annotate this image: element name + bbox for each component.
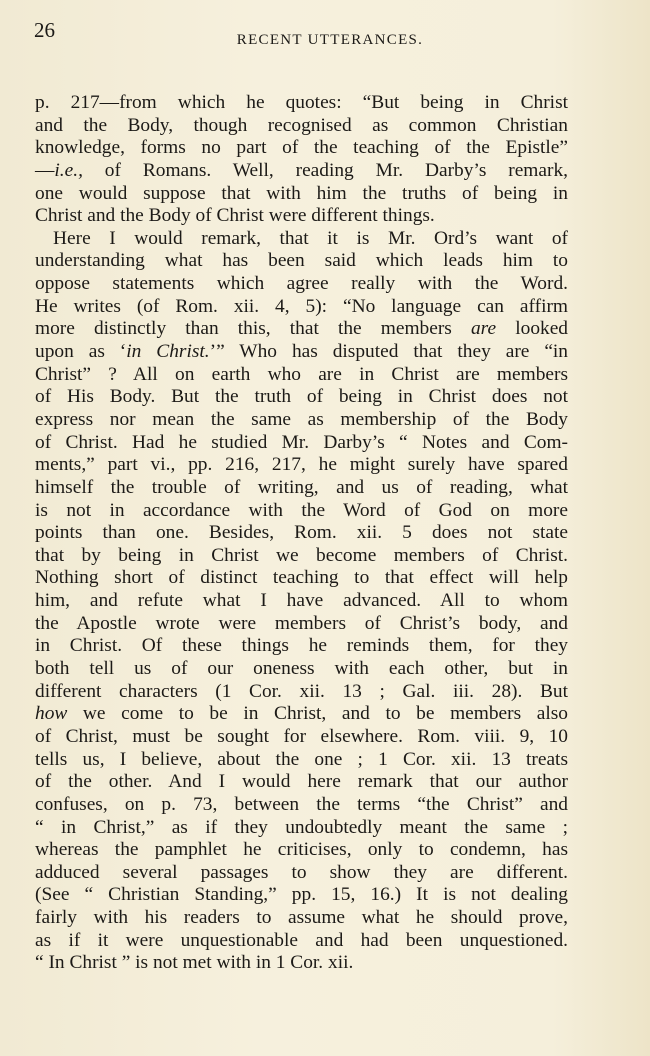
text-segment: of Christ. Had he studied Mr. Darby’s “ Notes and Com- xyxy=(35,431,568,453)
text-segment: one would suppose that with him the truths of being in xyxy=(35,182,568,204)
text-line xyxy=(35,749,568,772)
text-segment: is not in accordance with the Word of God on more xyxy=(35,499,568,521)
text-line xyxy=(35,183,568,206)
text-line xyxy=(35,545,568,568)
text-segment: himself the trouble of writing, and us of reading, what xyxy=(35,476,568,498)
text-line xyxy=(35,386,568,409)
text-segment: of the other. And I would here remark that our author xyxy=(35,771,568,793)
text-segment: oppose statements which agree really with the Word. xyxy=(35,273,568,295)
text-line xyxy=(35,658,568,681)
text-segment: him, and refute what I have advanced. All to whom xyxy=(35,590,568,612)
text-segment: more distinctly than this, that the members xyxy=(35,318,471,340)
text-segment: adduced several passages to show they are different. xyxy=(35,861,568,883)
text-segment: Here I would remark, that it is Mr. Ord’s want of xyxy=(53,227,568,249)
text-line xyxy=(35,952,568,975)
text-segment: Nothing short of distinct teaching to that effect will help xyxy=(35,567,568,589)
text-line xyxy=(35,567,568,590)
text-line xyxy=(35,477,568,500)
text-segment: understanding what has been said which leads him to xyxy=(35,250,568,272)
text-segment: looked xyxy=(496,318,569,340)
text-line xyxy=(35,862,568,885)
text-line xyxy=(35,703,568,726)
text-segment: ’” Who has disputed that they are “in xyxy=(209,341,569,363)
text-segment: different characters (1 Cor. xii. 13 ; Gal. iii. 28). But xyxy=(35,680,568,702)
text-line xyxy=(35,115,568,138)
text-segment: the Apostle wrote were members of Christ’s body, and xyxy=(35,612,568,634)
text-line xyxy=(35,930,568,953)
text-line xyxy=(35,409,568,432)
text-line xyxy=(35,228,568,251)
text-line xyxy=(35,137,568,160)
text-line xyxy=(35,817,568,840)
text-line xyxy=(35,907,568,930)
text-segment: whereas the pamphlet he criticises, only to condemn, has xyxy=(35,839,568,861)
text-line xyxy=(35,726,568,749)
text-segment: upon as ‘ xyxy=(35,341,127,363)
italic-text: are xyxy=(470,318,497,340)
text-segment: knowledge, forms no part of the teaching of the Epistle” xyxy=(35,137,568,159)
text-segment: of Romans. Well, reading Mr. Darby’s remark, xyxy=(82,159,568,181)
text-segment: as if it were unquestionable and had been unquestioned. xyxy=(35,929,568,951)
text-segment: Christ and the Body of Christ were different things. xyxy=(35,205,435,227)
body-text xyxy=(35,92,568,975)
text-segment: both tell us of our oneness with each other, but in xyxy=(35,658,568,680)
text-line xyxy=(35,273,568,296)
text-line xyxy=(35,296,568,319)
text-segment: Christ” ? All on earth who are in Christ are members xyxy=(35,363,568,385)
text-segment: p. 217—from which he quotes: “But being in Christ xyxy=(35,92,568,113)
page-number: 26 xyxy=(34,18,55,42)
text-segment: (See “ Christian Standing,” pp. 15, 16.) It is not dealing xyxy=(35,884,568,906)
text-line xyxy=(35,432,568,455)
text-segment: we come to be in Christ, and to be members also xyxy=(67,703,568,725)
text-line xyxy=(35,454,568,477)
text-segment: He writes (of Rom. xii. 4, 5): “No language can affirm xyxy=(35,295,568,317)
text-line xyxy=(35,500,568,523)
text-segment: of His Body. But the truth of being in Christ does not xyxy=(35,386,568,408)
text-line xyxy=(35,590,568,613)
running-title: RECENT UTTERANCES. xyxy=(236,32,424,48)
italic-text: in Christ. xyxy=(126,341,210,363)
text-line xyxy=(35,205,568,228)
text-segment: confuses, on p. 73, between the terms “the Christ” and xyxy=(35,793,568,815)
text-segment: tells us, I believe, about the one ; 1 Cor. xii. 13 treats xyxy=(35,748,568,770)
text-line xyxy=(35,160,568,183)
text-line xyxy=(35,635,568,658)
text-segment: of Christ, must be sought for elsewhere. Rom. viii. 9, 10 xyxy=(35,725,568,747)
text-segment: “ in Christ,” as if they undoubtedly meant the same ; xyxy=(35,816,568,838)
text-segment: “ In Christ ” is not met with in 1 Cor. xii. xyxy=(35,952,354,974)
italic-text: i.e., xyxy=(54,159,83,181)
text-line xyxy=(35,794,568,817)
text-segment: points than one. Besides, Rom. xii. 5 does not state xyxy=(35,522,568,544)
italic-text: how xyxy=(35,703,68,725)
text-line xyxy=(35,771,568,794)
text-line xyxy=(35,522,568,545)
text-segment: express nor mean the same as membership of the Body xyxy=(35,408,568,430)
text-segment: and the Body, though recognised as common Christian xyxy=(35,114,568,136)
text-line xyxy=(35,364,568,387)
text-segment: fairly with his readers to assume what he should prove, xyxy=(35,907,568,929)
text-line xyxy=(35,341,568,364)
text-segment: in Christ. Of these things he reminds them, for they xyxy=(35,635,568,657)
text-segment: ments,” part vi., pp. 216, 217, he might surely have spared xyxy=(35,454,568,476)
text-line xyxy=(35,250,568,273)
text-line xyxy=(35,318,568,341)
text-line xyxy=(35,839,568,862)
text-segment: — xyxy=(35,159,55,181)
text-line xyxy=(35,884,568,907)
text-segment: that by being in Christ we become members of Christ. xyxy=(35,544,568,566)
text-line xyxy=(35,613,568,636)
text-line xyxy=(35,681,568,704)
text-line xyxy=(35,92,568,115)
